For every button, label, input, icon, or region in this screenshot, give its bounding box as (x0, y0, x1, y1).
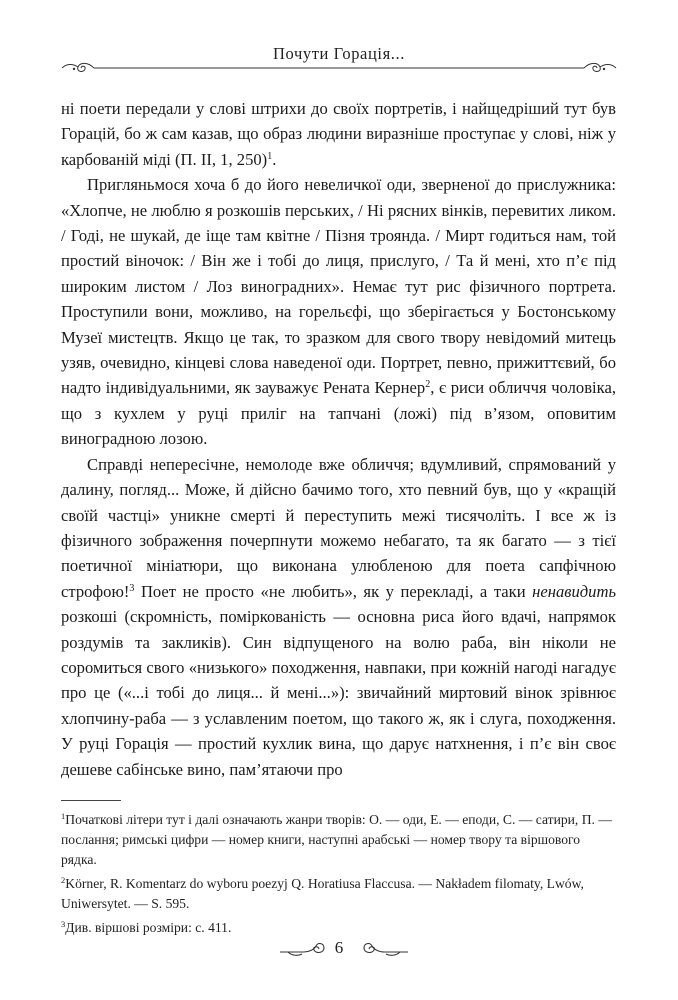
footnote-3-text: Див. віршові розміри: с. 411. (65, 920, 232, 935)
paragraph-3-after: Поет не просто «не любить», як у перекладі, а таки (134, 581, 533, 601)
footnote-ref-3: 3 (129, 582, 135, 594)
running-title: Почути Горація... (273, 44, 405, 63)
footnote-1-text: Початкові літери тут і далі означають жанри творів: О. — оди, Е. — еподи, С. — сатири, П. — послання; римські цифри — номер книги, наступні арабські — номер твору та віршового рядка. (61, 812, 612, 867)
emphasis-word: ненавидить (532, 581, 616, 601)
paragraph-1-after: . (272, 149, 277, 169)
paragraph-3 (61, 452, 616, 782)
flourish-rule-icon (60, 60, 618, 76)
paragraph-2 (61, 172, 616, 451)
body-text (61, 96, 616, 782)
paragraph-2-text: Пригляньмося хоча б до його невеличкої оди, зверненої до прислужника: «Хлопче, не люблю я розкошів перських, / Ні рясних вінків, перевитих ликом. / Годі, не шукай, де іще там квітне / Пізня троянда. / Мирт годиться нам, той простий віночок: / Він же і тобі до лиця, прислуго, / Та й мені, хто п’є під широким листом / Лоз виноградних». Немає тут рис фізичного портрета. Проступили вони, можливо, на горельєфі, що зберігається у Бостонському Музеї мистецтв. Якщо це так, то зразком для свого твору невідомий митець узяв, очевидно, кінцеві слова наведеної оди. Портрет, певно, прижиттєвий, бо надто індивідуальними, як зауважує Рената Кернер (61, 175, 616, 398)
footnote-mark-3: 3 (61, 919, 66, 929)
paragraph-1-text: ні поети передали у слові штрихи до своїх портретів, і найщедріший тут був Горацій, бо ж сам казав, що образ людини виразніше проступає у слові, ніж у карбованій міді (П. ІІ, 1, 250) (61, 99, 616, 169)
footnote-divider (61, 800, 121, 801)
footnote-ref-1: 1 (267, 150, 273, 162)
paragraph-3-after2: розкоші (скромність, поміркованість — основна риса його вдачі, напрямок роздумів та закликів). Син відпущеного на волю раба, він ніколи не соромиться свого «низького» походження, навпаки, при кожній нагоді нагадує про це («...і тобі до лиця... й мені...»): звичайний миртовий вінок зрівнює хлопчину-раба — з уславленим поетом, що такого ж, як і слуга, походження. У руці Горація — простий кухлик вина, що дарує натхнення, і п’є він своє дешеве сабінське вино, пам’ятаючи про (61, 607, 616, 779)
footnotes (61, 810, 616, 942)
footnote-mark-2: 2 (61, 875, 66, 885)
footnote-mark-1: 1 (61, 811, 66, 821)
page-number: 6 (334, 938, 344, 957)
flourish-right-icon (360, 940, 410, 960)
footnote-ref-2: 2 (425, 379, 431, 391)
page-footer (0, 936, 678, 966)
paragraph-2-after: , є риси обличчя чоловіка, що з кухлем у руці приліг на тапчані (ложі) під в’язом, оповитим виноградною лозою. (61, 378, 616, 449)
footnote-2-text: Körner, R. Komentarz do wyboru poezyj Q. Horatiusa Flaccusa. — Nakładem filomaty, Lwów, Uniwersytet. — S. 595. (61, 876, 584, 911)
paragraph-3-text: Справді непересічне, немолоде вже обличчя; вдумливий, спрямований у далину, погляд... Може, й дійсно бачимо того, хто певний був, що у «кращій своїй частці» уникне смерті й переступить межі тисячоліть. І все ж із фізичного зображення почерпнути можемо небагато, та як багато — з тієї поетичної мініатюри, що виконана улюбленою для поета сапфічною строфою! (61, 454, 616, 601)
running-header (0, 36, 678, 80)
footnote-1 (61, 810, 616, 870)
paragraph-1 (61, 96, 616, 172)
footnote-2 (61, 874, 616, 914)
footnote-3 (61, 918, 616, 938)
